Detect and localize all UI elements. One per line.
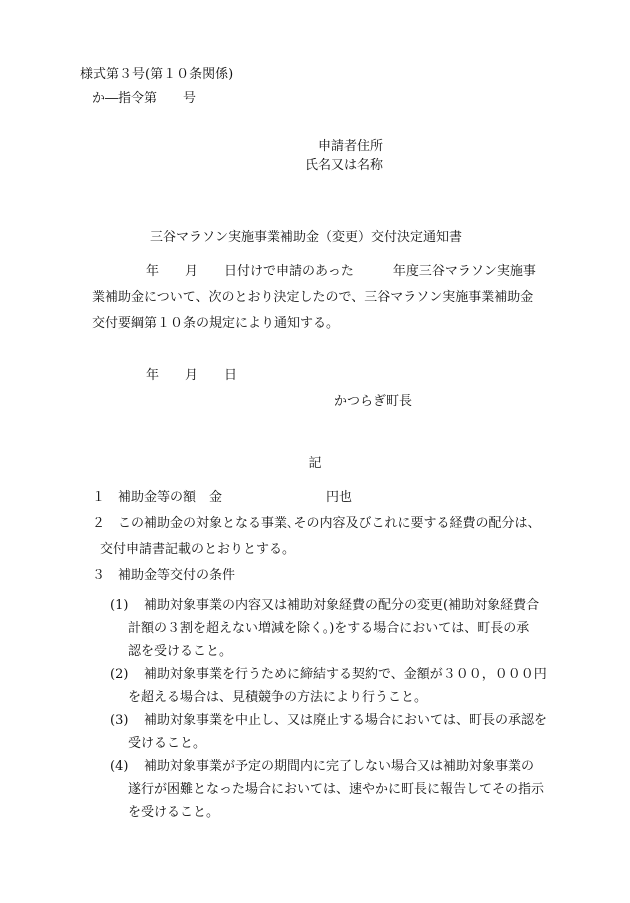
item-1-amount: １ 補助金等の額 金 円也 (92, 490, 353, 505)
document-title: 三谷マラソン実施事業補助金（変更）交付決定通知書 (150, 230, 463, 245)
condition-1-line-b: 計額の３割を超えない増減を除く。)をする場合においては、町長の承 (128, 621, 530, 636)
applicant-name-label: 氏名又は名称 (305, 158, 384, 173)
body-line-1: 年 月 日付けで申請のあった 年度三谷マラソン実施事 (146, 264, 536, 279)
ki-heading: 記 (308, 456, 322, 471)
condition-4-number: (4) (110, 759, 129, 774)
condition-4-line-c: を受けること。 (128, 805, 220, 820)
applicant-address-label: 申請者住所 (318, 139, 384, 154)
body-line-3: 交付要綱第１０条の規定により通知する。 (92, 316, 340, 331)
condition-2-line-b: を超える場合は、見積競争の方法により行うこと。 (128, 690, 428, 705)
issue-date: 年 月 日 (146, 368, 238, 383)
condition-2-number: (2) (110, 667, 129, 682)
condition-3-line-a: 補助対象事業を中止し、又は廃止する場合においては、町長の承認を (144, 713, 548, 728)
form-number: 様式第３号(第１０条関係) (80, 67, 234, 82)
condition-3-line-b: 受けること。 (128, 736, 207, 751)
condition-2-line-a: 補助対象事業を行うために締結する契約で、金額が３００，０００円 (144, 667, 547, 682)
item-2-line-a: ２ この補助金の対象となる事業､その内容及びこれに要する経費の配分は、 (92, 516, 541, 531)
reference-number: か―指令第 号 (92, 91, 197, 106)
item-3-heading: ３ 補助金等交付の条件 (92, 568, 236, 583)
condition-1-line-a: 補助対象事業の内容又は補助対象経費の配分の変更(補助対象経費合 (144, 598, 540, 613)
condition-4-line-a: 補助対象事業が予定の期間内に完了しない場合又は補助対象事業の (144, 759, 535, 774)
issuer-name: かつらぎ町長 (334, 394, 413, 409)
body-line-2: 業補助金について、次のとおり決定したので、三谷マラソン実施事業補助金 (92, 290, 534, 305)
condition-1-line-c: 認を受けること。 (128, 644, 233, 659)
condition-3-number: (3) (110, 713, 129, 728)
condition-1-number: (1) (110, 598, 129, 613)
condition-4-line-b: 遂行が困難となった場合においては、速やかに町長に報告してその指示 (128, 782, 545, 797)
item-2-line-b: 交付申請書記載のとおりとする。 (100, 542, 296, 557)
